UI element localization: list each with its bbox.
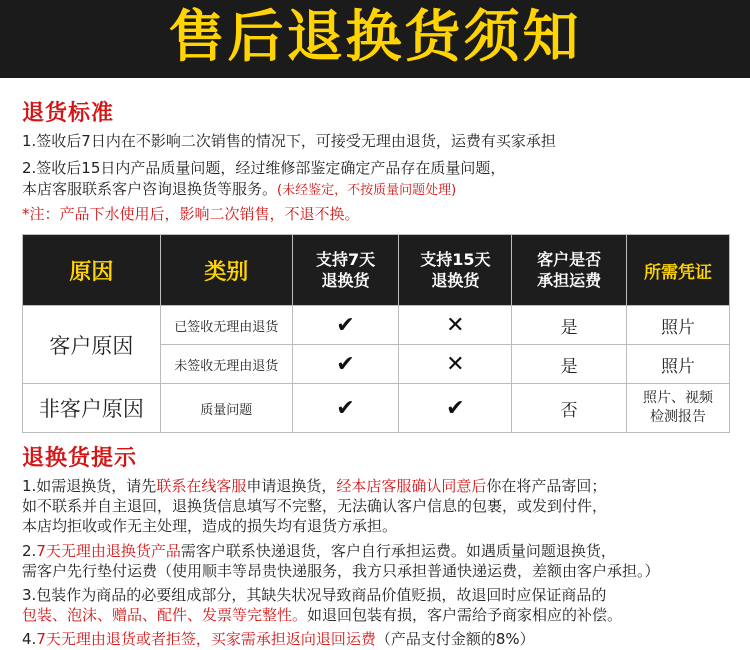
- tip-1-line-2: 如不联系并自主退回，退换货信息填写不完整，无法确认客户信息的包裹，或发到付件，: [22, 497, 608, 515]
- table-header-row: [23, 235, 730, 306]
- proof-cell: 照片、视频 检测报告: [627, 384, 730, 433]
- standard-line-3: [22, 179, 456, 201]
- page-header: [0, 0, 750, 78]
- freight-cell: 是: [512, 306, 627, 345]
- tip-1-line-3: 本店均拒收或作无主处理，造成的损失均有退货方承担。: [22, 517, 398, 535]
- check-icon: ✔: [292, 384, 399, 433]
- check-icon: ✔: [292, 345, 399, 384]
- tip-2-line-2: 需客户先行垫付运费（使用顺丰等昂贵快递服务，我方只承担普通快递运费，差额由客户承担。）: [22, 562, 660, 580]
- table-row: [23, 306, 730, 345]
- return-standard-title: 退货标准: [22, 101, 115, 126]
- tip-3-line-1: 3.包装作为商品的必要组成部分，其缺失状况导致商品价值贬损，故退回时应保证商品的: [22, 586, 607, 604]
- tip-3-line-2: 包装、泡沫、赠品、配件、发票等完整性。如退回包装有损，客户需给予商家相应的补偿。: [22, 606, 623, 624]
- tip-4-line-1: 4.7天无理由退货或者拒签，买家需承担返向退回运费（产品支付金额的8%）: [22, 630, 535, 648]
- check-icon: ✔: [399, 384, 512, 433]
- cross-icon: ✕: [399, 345, 512, 384]
- standard-line-1: 1.签收后7日内在不影响二次销售的情况下，可接受无理由退货，运费有买家承担: [22, 132, 556, 150]
- exchange-tips-title: 退换货提示: [22, 446, 138, 471]
- header-freight: 客户是否 承担运费: [512, 235, 627, 306]
- cross-icon: ✕: [399, 306, 512, 345]
- standard-line-3-note: (未经鉴定，不按质量问题处理): [277, 183, 457, 198]
- reason-customer: 客户原因: [23, 306, 161, 384]
- header-proof: 所需凭证: [627, 235, 730, 306]
- category-cell: 质量问题: [160, 384, 292, 433]
- header-7day: 支持7天 退换货: [292, 235, 399, 306]
- standard-line-3-text: 本店客服联系客户咨询退换货等服务。: [22, 180, 278, 198]
- standard-line-2: 2.签收后15日内产品质量问题，经过维修部鉴定确定产品存在质量问题，: [22, 159, 506, 177]
- check-icon: ✔: [292, 306, 399, 345]
- return-policy-table: [22, 234, 730, 433]
- freight-cell: 是: [512, 345, 627, 384]
- category-cell: 未签收无理由退货: [160, 345, 292, 384]
- proof-cell: 照片: [627, 306, 730, 345]
- header-category: 类别: [160, 235, 292, 306]
- reason-non-customer: 非客户原因: [23, 384, 161, 433]
- tip-1-line-1: 1.如需退换货，请先联系在线客服申请退换货，经本店客服确认同意后你在将产品寄回；: [22, 477, 607, 495]
- tip-2-line-1: 2.7天无理由退换货产品需客户联系快递退货，客户自行承担运费。如遇质量问题退换货，: [22, 542, 616, 560]
- category-cell: 已签收无理由退货: [160, 306, 292, 345]
- proof-cell: 照片: [627, 345, 730, 384]
- table-row: [23, 384, 730, 433]
- standard-note: *注：产品下水使用后，影响二次销售，不退不换。: [22, 205, 360, 223]
- page-title: 售后退换货须知: [168, 5, 582, 70]
- header-reason: 原因: [23, 235, 161, 306]
- header-15day: 支持15天 退换货: [399, 235, 512, 306]
- freight-cell: 否: [512, 384, 627, 433]
